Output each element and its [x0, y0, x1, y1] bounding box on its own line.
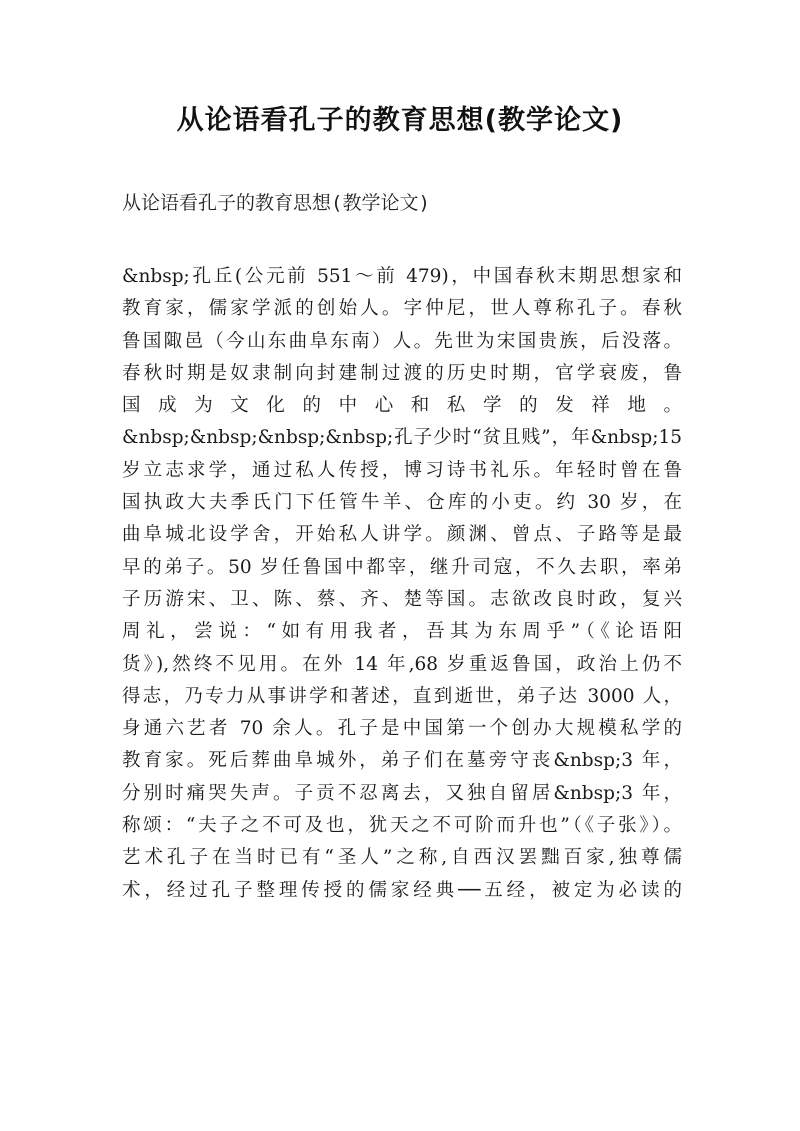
body-line: 早的弟子。50 岁任鲁国中都宰，继升司寇，不久去职，率弟 [122, 556, 682, 578]
body-paragraph [122, 261, 682, 907]
document-subtitle: 从论语看孔子的教育思想(教学论文) [122, 192, 430, 214]
body-line: 国成为文化的中心和私学的发祥地。 [122, 395, 682, 417]
body-line: 教育家，儒家学派的创始人。字仲尼，世人尊称孔子。春秋 [122, 298, 682, 320]
body-line: 得志，乃专力从事讲学和著述，直到逝世，弟子达 3000 人， [122, 685, 682, 707]
body-line: &nbsp;&nbsp;&nbsp;&nbsp;孔子少时“贫且贱”，年&nbsp;15 [122, 427, 682, 449]
body-line: 岁立志求学，通过私人传授，博习诗书礼乐。年轻时曾在鲁 [122, 459, 682, 481]
body-line: 国执政大夫季氏门下任管牛羊、仓库的小吏。约 30 岁，在 [122, 492, 682, 514]
body-line: 子历游宋、卫、陈、蔡、齐、楚等国。志欲改良时政，复兴 [122, 588, 682, 610]
body-line: 教育家。死后葬曲阜城外，弟子们在墓旁守丧&nbsp;3 年， [122, 750, 682, 772]
body-line: 分别时痛哭失声。子贡不忍离去，又独自留居&nbsp;3 年， [122, 782, 682, 804]
body-line: 身通六艺者 70 余人。孔子是中国第一个创办大规模私学的 [122, 718, 682, 740]
body-line: 曲阜城北设学舍，开始私人讲学。颜渊、曾点、子路等是最 [122, 524, 682, 546]
body-line: 术，经过孔子整理传授的儒家经典──五经，被定为必读的 [122, 879, 682, 901]
body-line: 春秋时期是奴隶制向封建制过渡的历史时期，官学衰废，鲁 [122, 362, 682, 384]
body-line: 艺术孔子在当时已有“圣人”之称,自西汉罢黜百家,独尊儒 [122, 847, 682, 869]
body-line: &nbsp;孔丘(公元前 551～前 479)，中国春秋末期思想家和 [122, 266, 682, 287]
body-line: 称颂：“夫子之不可及也，犹天之不可阶而升也”（《子张》）。 [122, 815, 682, 837]
body-line: 周礼，尝说：“如有用我者，吾其为东周乎”（《论语阳 [122, 621, 682, 643]
body-line: 鲁国陬邑（今山东曲阜东南）人。先世为宋国贵族，后没落。 [122, 330, 682, 352]
body-line: 货》),然终不见用。在外 14 年,68 岁重返鲁国，政治上仍不 [122, 653, 682, 675]
document-title: 从论语看孔子的教育思想(教学论文) [176, 105, 624, 136]
